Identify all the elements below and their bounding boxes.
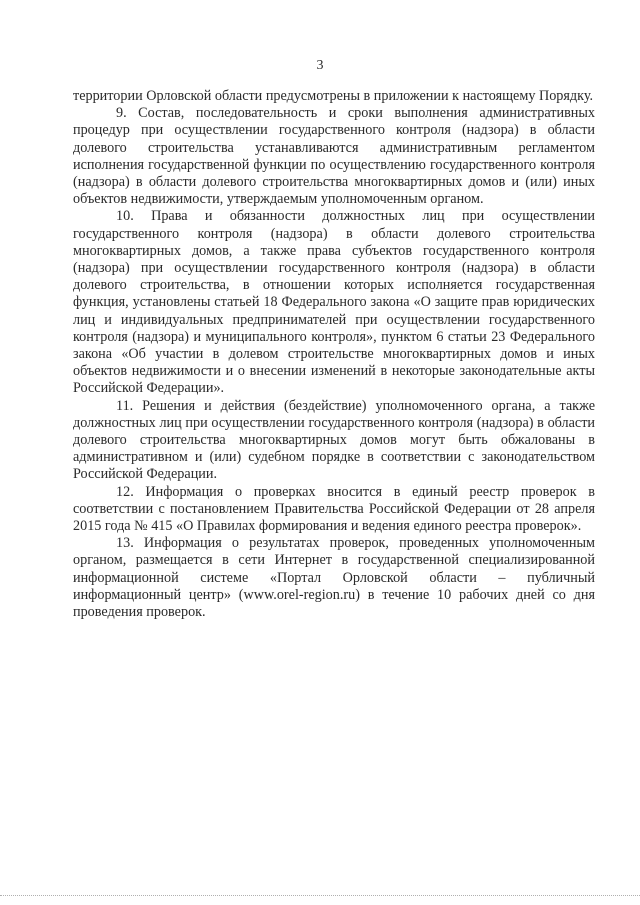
page-bottom-edge	[0, 895, 640, 896]
page-number: 3	[316, 58, 324, 73]
document-body	[73, 88, 595, 621]
paragraph-continuation: территории Орловской области предусмотрены в приложении к настоящему Порядку.	[73, 88, 594, 104]
paragraph-13: 13. Информация о результатах проверок, проведенных уполномоченным органом, размещается в сети Интернет в государственной специализированной информационной системе «Портал Орловской области – публичный информационный центр» (www.orel-region.ru) в течение 10 рабочих дней со дня проведения проверок.	[73, 535, 595, 621]
paragraph-10: 10. Права и обязанности должностных лиц при осуществлении государственного контроля (надзора) в области долевого строительства многоквартирных домов, а также права субъектов государственного контроля (надзора) при осуществлении государственного контроля (надзора) в области долевого строительства, в отношении которых исполняется государственная функция, установлены статьей 18 Федерального закона «О защите прав юридических лиц и индивидуальных предпринимателей при осуществлении государственного контроля (надзора) и муниципального контроля», пунктом 6 статьи 23 Федерального закона «Об участии в долевом строительстве многоквартирных домов и иных объектов недвижимости и о внесении изменений в некоторые законодательные акты Российской Федерации».	[73, 208, 595, 397]
paragraph-11: 11. Решения и действия (бездействие) уполномоченного органа, а также должностных лиц при осуществлении государственного контроля (надзора) в области долевого строительства многоквартирных домов могут быть обжалованы в административном и (или) судебном порядке в соответствии с законодательством Российской Федерации.	[73, 397, 595, 483]
paragraph-9: 9. Состав, последовательность и сроки выполнения административных процедур при осуществлении государственного контроля (надзора) в области долевого строительства устанавливаются административным регламентом исполнения государственной функции по осуществлению государственного контроля (надзора) в области долевого строительства многоквартирных домов и (или) иных объектов недвижимости, утверждаемым уполномоченным органом.	[73, 105, 595, 208]
paragraph-12: 12. Информация о проверках вносится в единый реестр проверок в соответствии с постановлением Правительства Российской Федерации от 28 апреля 2015 года № 415 «О Правилах формирования и ведения единого реестра проверок».	[73, 483, 595, 535]
